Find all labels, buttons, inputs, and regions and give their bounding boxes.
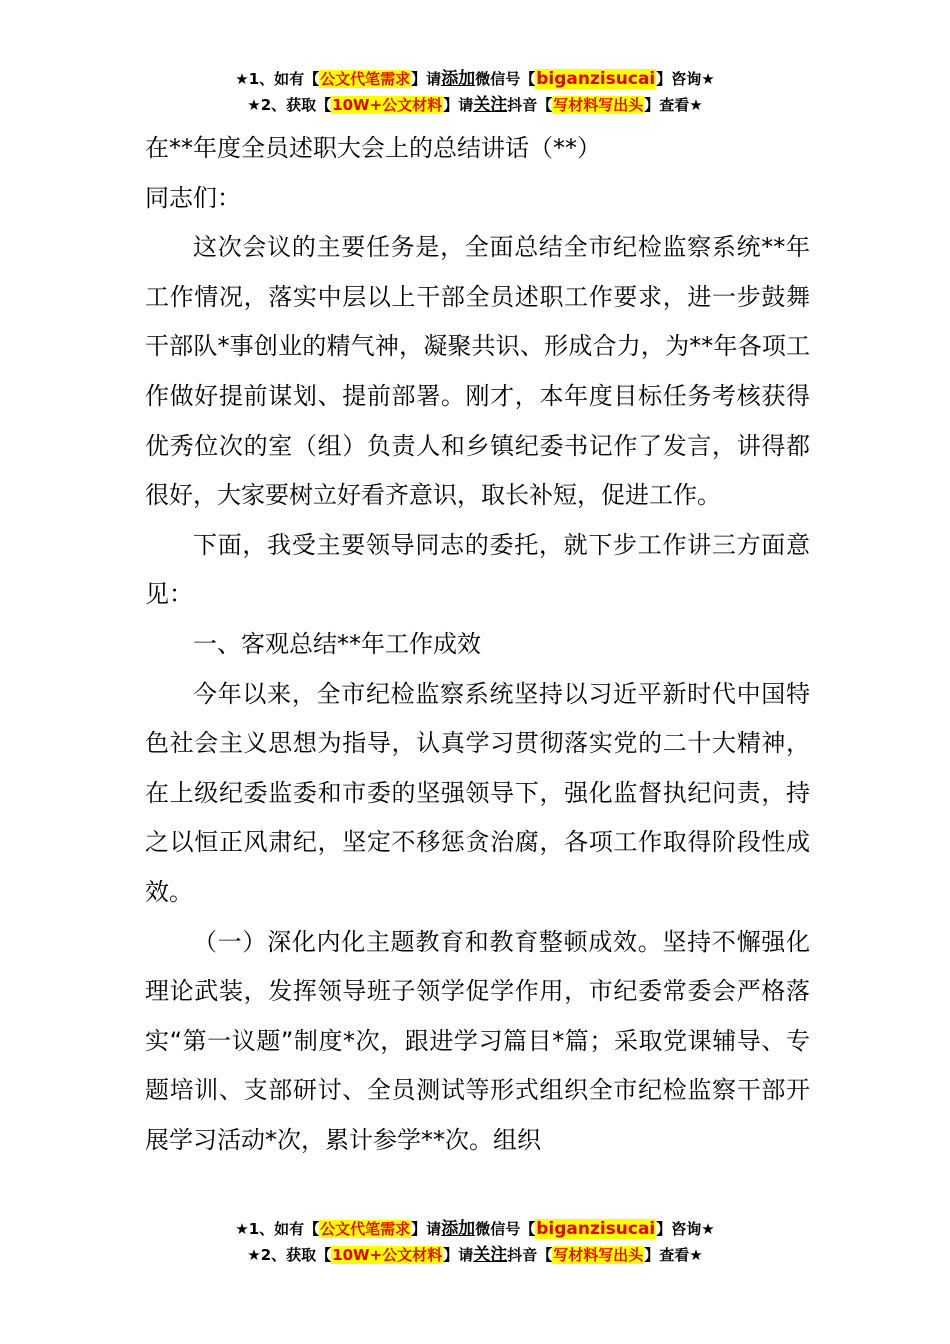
paragraph: 下面，我受主要领导同志的委托，就下步工作讲三方面意见： xyxy=(145,530,810,609)
banner-emphasis: 添加 xyxy=(441,69,476,89)
banner-text: 】查看★ xyxy=(644,96,703,114)
document-body xyxy=(145,124,810,1165)
banner-line-1 xyxy=(0,1216,950,1242)
banner-text: 】咨询★ xyxy=(656,1220,715,1238)
banner-text: 微信号【 xyxy=(475,70,536,88)
footer-banner xyxy=(0,1216,950,1268)
banner-text: 】请 xyxy=(443,1246,474,1264)
banner-text: ★1、如有【 xyxy=(235,70,320,88)
banner-highlight: 写材料写出头 xyxy=(553,1246,644,1264)
banner-text: 】查看★ xyxy=(644,1246,703,1264)
paragraph: 今年以来，全市纪检监察系统坚持以习近平新时代中国特色社会主义思想为指导，认真学习贯彻落实党的二十大精神，在上级纪委监委和市委的坚强领导下，强化监督执纪问责，持之以恒正风肃纪，坚定不移惩贪治腐，各项工作取得阶段性成效。 xyxy=(145,679,810,906)
banner-wechat-id: biganzisucai xyxy=(536,69,656,89)
paragraph: 这次会议的主要任务是，全面总结全市纪检监察系统**年工作情况，落实中层以上干部全员述职工作要求，进一步鼓舞干部队*事创业的精气神，凝聚共识、形成合力，为**年各项工作做好提前谋划、提前部署。刚才，本年度目标任务考核获得优秀位次的室（组）负责人和乡镇纪委书记作了发言，讲得都很好，大家要树立好看齐意识，取长补短，促进工作。 xyxy=(145,233,810,510)
salutation: 同志们： xyxy=(145,183,241,212)
banner-line-1 xyxy=(0,66,950,92)
banner-highlight: 公文代笔需求 xyxy=(320,70,411,88)
section-heading: 一、客观总结**年工作成效 xyxy=(193,629,481,658)
banner-highlight: 写材料写出头 xyxy=(553,96,644,114)
banner-highlight: 10W+公文材料 xyxy=(332,96,443,114)
banner-highlight: 公文代笔需求 xyxy=(320,1220,411,1238)
banner-text: ★2、获取【 xyxy=(247,96,332,114)
document-title: 在**年度全员述职大会上的总结讲话（**） xyxy=(145,134,601,162)
banner-text: ★2、获取【 xyxy=(247,1246,332,1264)
banner-text: 】请 xyxy=(443,96,474,114)
banner-wechat-id: biganzisucai xyxy=(536,1219,656,1239)
banner-line-2 xyxy=(0,92,950,118)
banner-highlight: 10W+公文材料 xyxy=(332,1246,443,1264)
banner-emphasis: 添加 xyxy=(441,1219,476,1239)
banner-text: 抖音【 xyxy=(507,96,553,114)
banner-emphasis: 关注 xyxy=(473,95,508,115)
banner-text: 】请 xyxy=(411,70,442,88)
banner-text: 微信号【 xyxy=(475,1220,536,1238)
banner-emphasis: 关注 xyxy=(473,1245,508,1265)
paragraph: （一）深化内化主题教育和教育整顿成效。坚持不懈强化理论武装，发挥领导班子领学促学作用，市纪委常委会严格落实“第一议题”制度*次，跟进学习篇目*篇；采取党课辅导、专题培训、支部研讨、全员测试等形式组织全市纪检监察干部开展学习活动*次，累计参学**次。组织 xyxy=(145,927,810,1154)
banner-text: 】咨询★ xyxy=(656,70,715,88)
header-banner xyxy=(0,66,950,118)
banner-line-2 xyxy=(0,1242,950,1268)
banner-text: 抖音【 xyxy=(507,1246,553,1264)
banner-text: ★1、如有【 xyxy=(235,1220,320,1238)
banner-text: 】请 xyxy=(411,1220,442,1238)
